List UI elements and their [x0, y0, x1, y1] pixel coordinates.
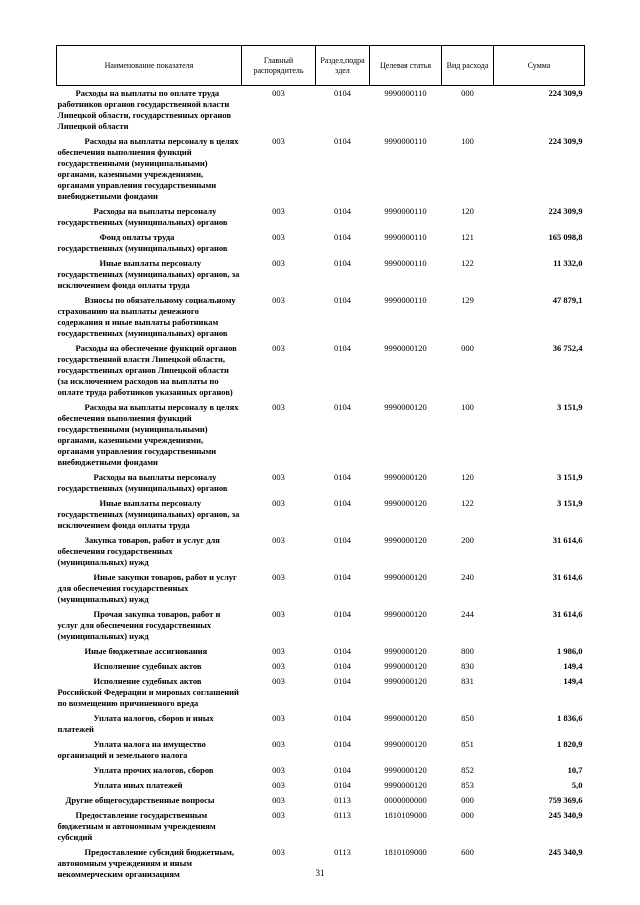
cell-grbs: 003 — [272, 258, 285, 268]
budget-table — [56, 45, 585, 882]
cell-target: 9990000120 — [384, 765, 427, 775]
cell-sum: 47 879,1 — [552, 295, 583, 305]
cell-sum: 3 151,9 — [557, 472, 583, 482]
cell-kind: 200 — [461, 535, 474, 545]
cell-name: Прочая закупка товаров, работ и услуг для обеспечения государственных (муниципальных) нужд — [57, 609, 221, 641]
table-row — [57, 341, 585, 400]
cell-target: 9990000120 — [384, 498, 427, 508]
cell-grbs: 003 — [272, 472, 285, 482]
cell-kind: 240 — [461, 572, 474, 582]
cell-kind: 120 — [461, 472, 474, 482]
cell-target: 9990000120 — [384, 661, 427, 671]
cell-target: 9990000110 — [384, 136, 427, 146]
col-header-target: Целевая статья — [370, 46, 442, 86]
header-row — [57, 46, 585, 86]
cell-name: Расходы на выплаты персоналу государственных (муниципальных) органов — [57, 206, 228, 227]
cell-kind: 120 — [461, 206, 474, 216]
cell-grbs: 003 — [272, 847, 285, 857]
cell-section: 0104 — [334, 402, 351, 412]
cell-sum: 36 752,4 — [552, 343, 583, 353]
cell-target: 9990000110 — [384, 206, 427, 216]
cell-target: 0000000000 — [384, 795, 427, 805]
cell-target: 9990000120 — [384, 780, 427, 790]
cell-kind: 121 — [461, 232, 474, 242]
cell-kind: 244 — [461, 609, 474, 619]
cell-grbs: 003 — [272, 713, 285, 723]
table-row — [57, 256, 585, 293]
cell-target: 9990000110 — [384, 258, 427, 268]
cell-name: Иные бюджетные ассигнования — [84, 646, 208, 656]
table-row — [57, 644, 585, 659]
cell-kind: 100 — [461, 402, 474, 412]
cell-kind: 100 — [461, 136, 474, 146]
cell-section: 0104 — [334, 343, 351, 353]
cell-section: 0113 — [334, 847, 351, 857]
table-header — [57, 46, 585, 86]
cell-name: Фонд оплаты труда государственных (муниципальных) органов — [57, 232, 228, 253]
cell-sum: 224 309,9 — [548, 88, 583, 98]
cell-kind: 600 — [461, 847, 474, 857]
cell-kind: 122 — [461, 498, 474, 508]
cell-target: 9990000120 — [384, 472, 427, 482]
cell-sum: 165 098,8 — [548, 232, 583, 242]
cell-grbs: 003 — [272, 206, 285, 216]
cell-kind: 000 — [461, 810, 474, 820]
cell-sum: 224 309,9 — [548, 136, 583, 146]
table-row — [57, 134, 585, 204]
cell-grbs: 003 — [272, 810, 285, 820]
cell-section: 0104 — [334, 713, 351, 723]
cell-section: 0104 — [334, 609, 351, 619]
table-row — [57, 607, 585, 644]
cell-target: 1810109000 — [384, 810, 427, 820]
cell-name: Иные закупки товаров, работ и услуг для обеспечения государственных (муниципальных) нужд — [57, 572, 237, 604]
cell-sum: 1 986,0 — [557, 646, 583, 656]
cell-grbs: 003 — [272, 232, 285, 242]
cell-name: Расходы на выплаты персоналу в целях обеспечения выполнения функций государственными (муниципальными) органами, казенными учреждениями, органами управления государственными внебюджетными фондами — [57, 136, 239, 201]
table-row — [57, 496, 585, 533]
cell-name: Уплата налога на имущество организаций и земельного налога — [57, 739, 206, 760]
cell-name: Предоставление субсидий бюджетным, автономным учреждениям и иным некоммерческим организациям — [57, 847, 235, 879]
cell-sum: 245 340,9 — [548, 810, 583, 820]
page-number: 31 — [315, 868, 325, 878]
cell-sum: 149,4 — [563, 661, 583, 671]
cell-sum: 31 614,6 — [552, 535, 583, 545]
cell-name: Предоставление государственным бюджетным и автономным учреждениям субсидий — [57, 810, 216, 842]
cell-kind: 850 — [461, 713, 474, 723]
table-row — [57, 86, 585, 135]
cell-grbs: 003 — [272, 765, 285, 775]
cell-target: 9990000120 — [384, 739, 427, 749]
cell-name: Иные выплаты персоналу государственных (муниципальных) органов, за исключением фонда оплаты труда — [57, 258, 240, 290]
table-row — [57, 674, 585, 711]
cell-kind: 000 — [461, 88, 474, 98]
cell-section: 0113 — [334, 810, 351, 820]
cell-kind: 831 — [461, 676, 474, 686]
cell-name: Расходы на выплаты персоналу государственных (муниципальных) органов — [57, 472, 228, 493]
cell-grbs: 003 — [272, 88, 285, 98]
cell-section: 0113 — [334, 795, 351, 805]
cell-sum: 224 309,9 — [548, 206, 583, 216]
cell-sum: 3 151,9 — [557, 498, 583, 508]
cell-section: 0104 — [334, 739, 351, 749]
cell-grbs: 003 — [272, 661, 285, 671]
cell-section: 0104 — [334, 535, 351, 545]
cell-grbs: 003 — [272, 676, 285, 686]
cell-section: 0104 — [334, 88, 351, 98]
cell-name: Исполнение судебных актов Российской Федерации и мировых соглашений по возмещению причиненного вреда — [57, 676, 239, 708]
cell-kind: 830 — [461, 661, 474, 671]
table-row — [57, 737, 585, 763]
cell-sum: 5,0 — [571, 780, 583, 790]
cell-sum: 1 820,9 — [557, 739, 583, 749]
cell-kind: 800 — [461, 646, 474, 656]
cell-section: 0104 — [334, 498, 351, 508]
cell-sum: 3 151,9 — [557, 402, 583, 412]
cell-sum: 1 836,6 — [557, 713, 583, 723]
table-row — [57, 470, 585, 496]
cell-sum: 149,4 — [563, 676, 583, 686]
cell-grbs: 003 — [272, 795, 285, 805]
cell-target: 9990000120 — [384, 676, 427, 686]
table-body — [57, 86, 585, 883]
cell-name: Исполнение судебных актов — [93, 661, 202, 671]
cell-target: 9990000120 — [384, 343, 427, 353]
cell-section: 0104 — [334, 206, 351, 216]
table-row — [57, 659, 585, 674]
table-row — [57, 570, 585, 607]
cell-target: 9990000110 — [384, 295, 427, 305]
cell-name: Взносы по обязательному социальному страхованию на выплаты денежного содержания и иные выплаты работникам государственных (муниципальных) органов — [57, 295, 236, 338]
cell-section: 0104 — [334, 780, 351, 790]
table-row — [57, 533, 585, 570]
cell-target: 9990000120 — [384, 609, 427, 619]
table-row — [57, 400, 585, 470]
col-header-grbs: Главный распорядитель — [242, 46, 316, 86]
cell-section: 0104 — [334, 136, 351, 146]
cell-sum: 10,7 — [567, 765, 583, 775]
cell-section: 0104 — [334, 765, 351, 775]
cell-name: Закупка товаров, работ и услуг для обеспечения государственных (муниципальных) нужд — [57, 535, 220, 567]
table-row — [57, 763, 585, 778]
cell-grbs: 003 — [272, 535, 285, 545]
cell-grbs: 003 — [272, 498, 285, 508]
cell-target: 9990000120 — [384, 572, 427, 582]
cell-grbs: 003 — [272, 402, 285, 412]
cell-grbs: 003 — [272, 295, 285, 305]
table-row — [57, 204, 585, 230]
cell-grbs: 003 — [272, 739, 285, 749]
table-row — [57, 293, 585, 341]
cell-grbs: 003 — [272, 136, 285, 146]
cell-section: 0104 — [334, 295, 351, 305]
cell-name: Другие общегосударственные вопросы — [65, 795, 215, 805]
col-header-section: Раздел,подраздел — [316, 46, 370, 86]
cell-section: 0104 — [334, 572, 351, 582]
cell-kind: 122 — [461, 258, 474, 268]
cell-kind: 000 — [461, 343, 474, 353]
cell-grbs: 003 — [272, 609, 285, 619]
cell-section: 0104 — [334, 646, 351, 656]
col-header-kind: Вид расхода — [442, 46, 494, 86]
cell-name: Расходы на выплаты персоналу в целях обеспечения выполнения функций государственными (муниципальными) органами, казенными учреждениями, органами управления государственными внебюджетными фондами — [57, 402, 239, 467]
cell-sum: 11 332,0 — [553, 258, 583, 268]
table-row — [57, 793, 585, 808]
table-row — [57, 711, 585, 737]
cell-section: 0104 — [334, 661, 351, 671]
cell-sum: 31 614,6 — [552, 609, 583, 619]
cell-name: Уплата прочих налогов, сборов — [93, 765, 214, 775]
cell-grbs: 003 — [272, 343, 285, 353]
table-row — [57, 808, 585, 845]
cell-sum: 31 614,6 — [552, 572, 583, 582]
cell-name: Иные выплаты персоналу государственных (муниципальных) органов, за исключением фонда оплаты труда — [57, 498, 240, 530]
cell-sum: 245 340,9 — [548, 847, 583, 857]
cell-section: 0104 — [334, 472, 351, 482]
cell-name: Уплата иных платежей — [93, 780, 183, 790]
col-header-sum: Сумма — [494, 46, 585, 86]
cell-kind: 853 — [461, 780, 474, 790]
cell-kind: 000 — [461, 795, 474, 805]
cell-name: Расходы на выплаты по оплате труда работников органов государственной власти Липецкой области, государственных органов Липецкой области — [57, 88, 232, 131]
cell-target: 9990000120 — [384, 535, 427, 545]
table-row — [57, 230, 585, 256]
cell-kind: 129 — [461, 295, 474, 305]
cell-target: 9990000120 — [384, 713, 427, 723]
table-row — [57, 778, 585, 793]
cell-target: 1810109000 — [384, 847, 427, 857]
cell-sum: 759 369,6 — [548, 795, 583, 805]
cell-grbs: 003 — [272, 572, 285, 582]
cell-section: 0104 — [334, 258, 351, 268]
cell-target: 9990000110 — [384, 88, 427, 98]
cell-target: 9990000120 — [384, 402, 427, 412]
cell-section: 0104 — [334, 232, 351, 242]
cell-name: Расходы на обеспечение функций органов государственной власти Липецкой области, государственных органов Липецкой области (за исключением расходов на выплаты по оплате труда работников указанных органов) — [57, 343, 237, 397]
cell-target: 9990000110 — [384, 232, 427, 242]
cell-name: Уплата налогов, сборов и иных платежей — [57, 713, 214, 734]
cell-kind: 852 — [461, 765, 474, 775]
cell-grbs: 003 — [272, 780, 285, 790]
cell-target: 9990000120 — [384, 646, 427, 656]
cell-kind: 851 — [461, 739, 474, 749]
cell-section: 0104 — [334, 676, 351, 686]
cell-grbs: 003 — [272, 646, 285, 656]
col-header-name: Наименование показателя — [57, 46, 242, 86]
